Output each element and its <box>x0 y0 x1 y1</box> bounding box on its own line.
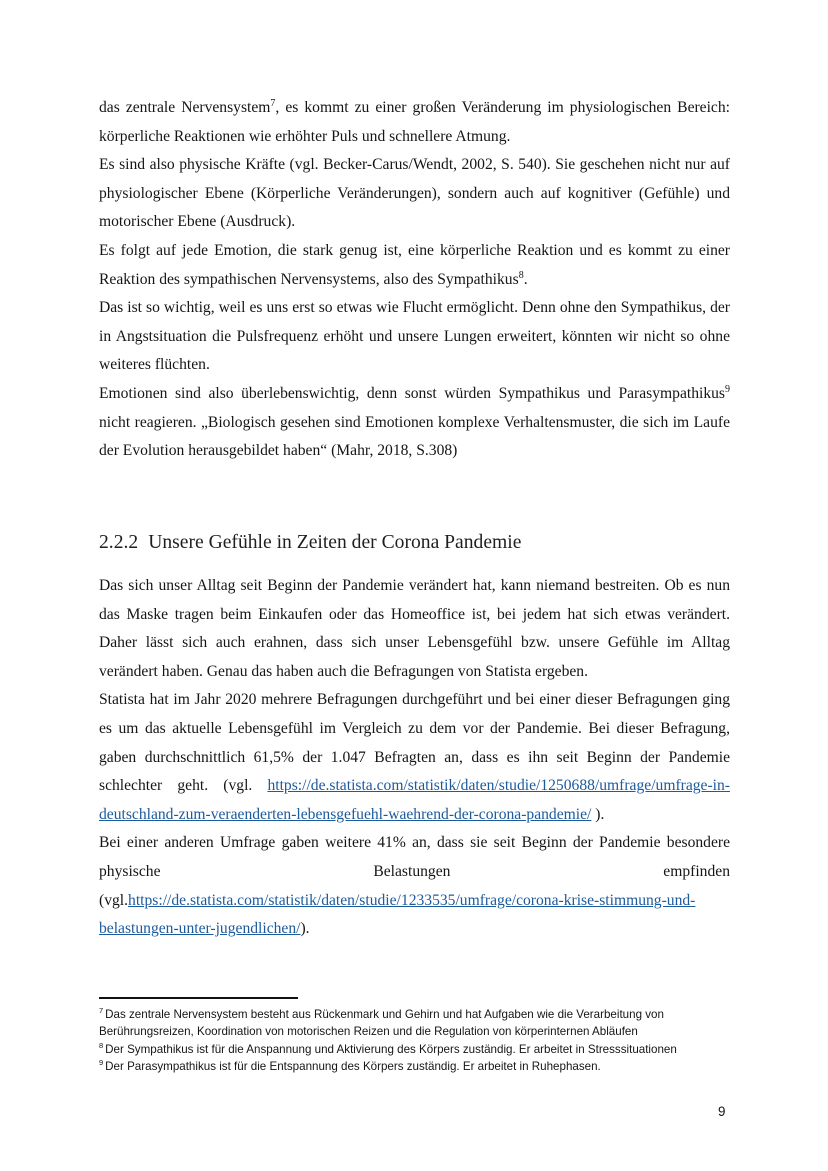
text-run: nicht reagieren. „Biologisch gesehen sind Emotionen komplexe Verhaltensmuster, die sich im Laufe der Evolution herausgebildet haben“ (Mahr, 2018, S.308) <box>99 413 730 460</box>
paragraph: Es sind also physische Kräfte (vgl. Becker-Carus/Wendt, 2002, S. 540). Sie geschehen nicht nur auf physiologischer Ebene (Körperliche Veränderungen), sondern auch auf kognitiver (Gefühle) und motorischer Ebene (Ausdruck). <box>99 156 730 231</box>
footnotes <box>99 1006 739 1075</box>
text-run: Es folgt auf jede Emotion, die stark genug ist, eine körperliche Reaktion und es kommt zu einer Reaktion des sympathischen Nervensystems, also des Sympathikus <box>99 241 730 288</box>
footnote <box>99 1006 739 1041</box>
text-run: . <box>523 270 528 288</box>
text-run: , es kommt zu einer großen Veränderung im physiologischen Bereich: körperliche Reaktionen wie erhöhter Puls und schnellere Atmung. <box>99 99 730 145</box>
statista-link[interactable]: https://de.statista.com/statistik/daten/studie/1233535/umfrage/corona-krise-stimmung-und-belastungen-unter-jugendlichen/ <box>99 891 696 938</box>
paragraph <box>99 686 730 829</box>
paragraph: Das sich unser Alltag seit Beginn der Pandemie verändert hat, kann niemand bestreiten. Ob es nun das Maske tragen beim Einkaufen oder das Homeoffice ist, bei jedem hat sich etwas verändert. Daher lässt sich auch erahnen, dass sich unser Lebensgefühl bzw. unsere Gefühle im Alltag verändert haben. Genau das haben auch die Befragungen von Statista ergeben. <box>99 577 730 680</box>
text-run: Emotionen sind also überlebenswichtig, denn sonst würden Sympathikus und Parasympathikus <box>99 384 725 402</box>
body-text-section <box>99 572 730 944</box>
footnote-ref[interactable]: 8 <box>518 269 524 281</box>
footnote-text: Der Sympathikus ist für die Anspannung und Aktivierung des Körpers zuständig. Er arbeitet in Stresssituationen <box>105 1042 677 1056</box>
paragraph <box>99 380 730 466</box>
footnote <box>99 1041 739 1058</box>
section-title: Unsere Gefühle in Zeiten der Corona Pandemie <box>148 532 522 553</box>
body-text-top <box>99 94 730 466</box>
paragraph <box>99 237 730 294</box>
footnote-text: Das zentrale Nervensystem besteht aus Rückenmark und Gehirn und hat Aufgaben wie die Verarbeitung von Berührungsreizen, Koordination von motorischen Reizen und die Regulation von körperinternen Abläufen <box>99 1008 664 1039</box>
paragraph: Das ist so wichtig, weil es uns erst so etwas wie Flucht ermöglicht. Denn ohne den Sympathikus, der in Angstsituation die Pulsfrequenz erhöht und unsere Lungen erweitert, könnten wir nicht so ohne weiteres flüchten. <box>99 299 730 374</box>
text-run: ). <box>591 805 605 823</box>
page-number: 9 <box>718 1104 726 1119</box>
section-number: 2.2.2 <box>99 532 139 553</box>
section-heading <box>99 532 521 554</box>
footnote-ref[interactable]: 7 <box>270 97 276 109</box>
text-run: ). <box>300 920 310 938</box>
paragraph <box>99 829 730 943</box>
footnote <box>99 1058 739 1075</box>
statista-link[interactable]: https://de.statista.com/statistik/daten/studie/1250688/umfrage/umfrage-in-deutschland-zum-veraenderten-lebensgefuehl-waehrend-der-corona-pandemie/ <box>99 777 730 823</box>
footnote-divider <box>99 997 298 999</box>
paragraph <box>99 94 730 151</box>
footnote-number: 9 <box>99 1058 104 1068</box>
text-run: Bei einer anderen Umfrage gaben weitere 41% an, dass sie seit Beginn der Pandemie besondere physische Belastungen empfinden (vgl. <box>99 834 730 909</box>
text-run: Statista hat im Jahr 2020 mehrere Befragungen durchgeführt und bei einer dieser Befragungen ging es um das aktuelle Lebensgefühl im Vergleich zu dem vor der Pandemie. Bei dieser Befragung, gaben durchschnittlich 61,5% der 1.047 Befragten an, dass es ihn seit Beginn der Pandemie schlechter geht. (vgl. <box>99 691 730 795</box>
footnote-text: Der Parasympathikus ist für die Entspannung des Körpers zuständig. Er arbeitet in Ruhephasen. <box>105 1059 601 1073</box>
footnote-ref[interactable]: 9 <box>725 383 730 395</box>
footnote-number: 8 <box>99 1040 104 1050</box>
footnote-number: 7 <box>99 1006 104 1016</box>
text-run: das zentrale Nervensystem <box>99 99 271 116</box>
